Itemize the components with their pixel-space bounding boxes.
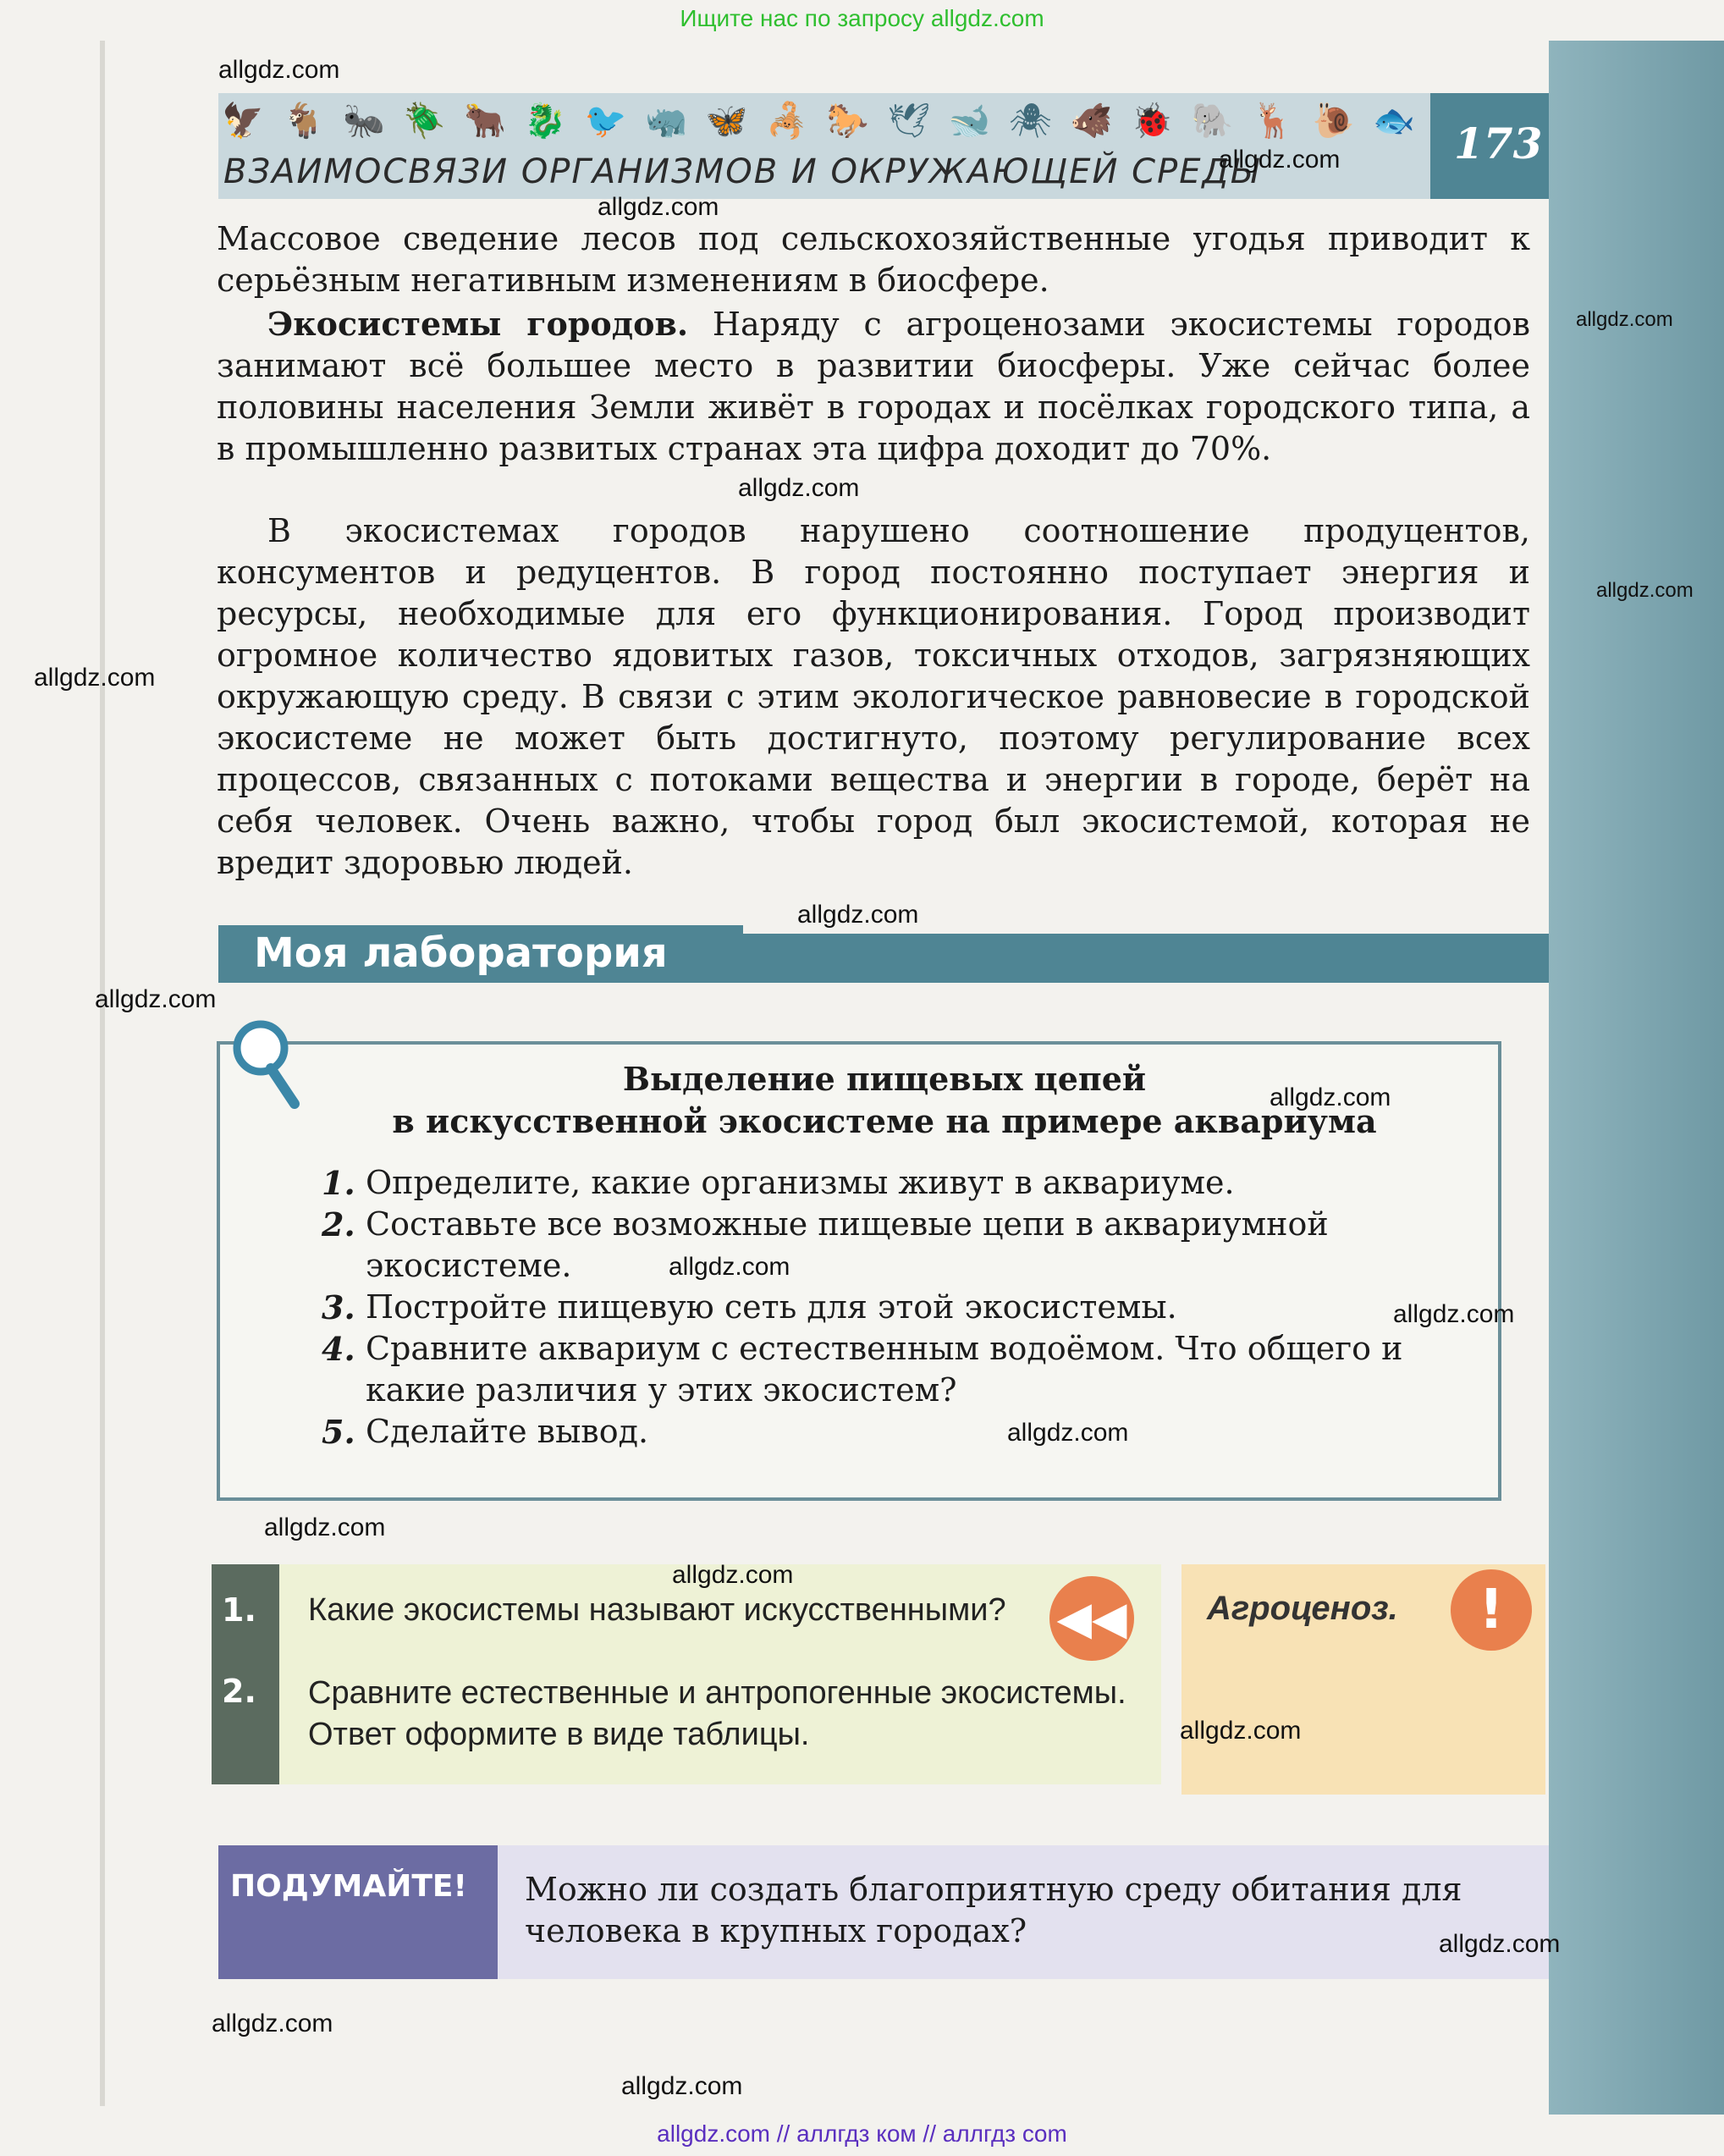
beetle-icon: 🪲 bbox=[403, 101, 446, 141]
question-text: Какие экосистемы называют искусственными? bbox=[308, 1592, 1006, 1628]
list-item bbox=[322, 1328, 1490, 1411]
subheading: Экосистемы городов. bbox=[267, 305, 689, 343]
snail-icon: 🐌 bbox=[1312, 101, 1355, 141]
watermark: allgdz.com bbox=[95, 985, 217, 1013]
paragraph-text: В экосистемах городов нарушено соотношение продуцентов, консументов и редуцентов. В город постоянно поступает энергия и ресурсы, необходимые для его функционирования. Город производит огромное количество ядовитых газов, токсичных отходов, загрязняющих окружающую среду. В связи с этим экологическое равновесие в городской экосистеме не может быть достигнуто, поэтому регулирование всех процессов, связанных с потоками вещества и энергии в городе, берёт на себя человек. Очень важно, чтобы город был экосистемой, которая не вредит здоровью людей. bbox=[217, 512, 1530, 881]
top-site-note: Ищите нас по запросу allgdz.com bbox=[680, 5, 1044, 31]
paragraph-text: Массовое сведение лесов под сельскохозяйственные угодья приводит к серьёзным негативным изменениям в биосфере. bbox=[217, 220, 1530, 299]
step-number: 2. bbox=[322, 1205, 355, 1243]
exclamation-icon: ! bbox=[1451, 1569, 1532, 1651]
horse-icon: 🐎 bbox=[826, 101, 869, 141]
watermark: allgdz.com bbox=[797, 901, 919, 929]
watermark: allgdz.com bbox=[34, 664, 156, 692]
elephant-icon: 🐘 bbox=[1191, 101, 1234, 141]
step-text: Сравните аквариум с естественным водоёмом. Что общего и какие различия у этих экосистем? bbox=[366, 1330, 1403, 1409]
rewind-icon: ◀◀ bbox=[1049, 1576, 1134, 1661]
page-side-margin bbox=[1549, 41, 1724, 2115]
butterfly-icon: 🦋 bbox=[705, 101, 748, 141]
watermark: allgdz.com bbox=[672, 1561, 794, 1589]
boar-icon: 🐗 bbox=[1070, 101, 1113, 141]
think-question: Можно ли создать благоприятную среду обитания для человека в крупных городах? bbox=[525, 1871, 1462, 1949]
watermark: allgdz.com bbox=[264, 1514, 386, 1541]
lab-heading-line-1: Выделение пищевых цепей bbox=[622, 1060, 1147, 1098]
watermark: allgdz.com bbox=[1576, 308, 1673, 331]
deer-icon: 🦌 bbox=[1252, 101, 1294, 141]
bird-icon: 🦅 bbox=[222, 101, 264, 141]
goat-icon: 🐐 bbox=[282, 101, 325, 141]
lab-heading-line-2: в искусственной экосистеме на примере аквариума bbox=[392, 1102, 1377, 1140]
seahorse-icon: 🐉 bbox=[524, 101, 567, 141]
page-edge bbox=[100, 41, 105, 2106]
step-text: Сделайте вывод. bbox=[366, 1413, 649, 1450]
watermark: allgdz.com bbox=[1393, 1300, 1515, 1328]
bird-icon: 🐦 bbox=[584, 101, 627, 141]
step-text: Определите, какие организмы живут в аквариуме. bbox=[366, 1164, 1235, 1201]
watermark: allgdz.com bbox=[1180, 1717, 1302, 1745]
ant-icon: 🐜 bbox=[342, 101, 385, 141]
question-number: 2. bbox=[222, 1673, 256, 1710]
bottom-site-note: allgdz.com // аллгдз ком // аллгдз com bbox=[657, 2120, 1067, 2147]
watermark: allgdz.com bbox=[218, 56, 340, 84]
watermark: allgdz.com bbox=[1439, 1930, 1561, 1958]
step-number: 3. bbox=[322, 1288, 355, 1326]
lab-title: Моя лаборатория bbox=[254, 929, 668, 977]
list-item bbox=[322, 1287, 1490, 1328]
watermark: allgdz.com bbox=[1007, 1419, 1129, 1447]
lab-steps bbox=[322, 1162, 1490, 1453]
think-label: ПОДУМАЙТЕ! bbox=[230, 1869, 467, 1904]
animal-silhouette-strip bbox=[222, 95, 1415, 146]
step-number: 1. bbox=[322, 1164, 355, 1202]
watermark: allgdz.com bbox=[669, 1253, 790, 1281]
watermark: allgdz.com bbox=[1219, 146, 1341, 174]
paragraph-text bbox=[217, 303, 1530, 470]
step-text: Составьте все возможные пищевые цепи в аквариумной экосистеме. bbox=[366, 1205, 1329, 1284]
whale-icon: 🐋 bbox=[948, 101, 991, 141]
watermark: allgdz.com bbox=[621, 2072, 743, 2100]
scorpion-icon: 🦂 bbox=[766, 101, 809, 141]
watermark: allgdz.com bbox=[598, 193, 719, 221]
watermark: allgdz.com bbox=[1270, 1084, 1391, 1111]
rhino-icon: 🦏 bbox=[645, 101, 688, 141]
magnifier-icon bbox=[227, 1016, 303, 1109]
paragraph-rest: Наряду с агроценозами экосистемы городов занимают всё большее место в развитии биосферы. Уже сейчас более половины населения Земли живёт в городах и посёлках городского типа, а в промышленно развитых странах эта цифра доходит до 70%. bbox=[217, 306, 1530, 467]
list-item bbox=[322, 1162, 1490, 1204]
page-number: 173 bbox=[1454, 119, 1543, 168]
list-item bbox=[322, 1204, 1490, 1287]
beetle-icon: 🐞 bbox=[1131, 101, 1174, 141]
think-label-tab bbox=[218, 1845, 498, 1979]
step-number: 5. bbox=[322, 1413, 355, 1451]
watermark: allgdz.com bbox=[738, 474, 860, 502]
question-number: 1. bbox=[222, 1591, 256, 1629]
spider-icon: 🕷 bbox=[1009, 101, 1053, 141]
bull-icon: 🐂 bbox=[463, 101, 506, 141]
watermark: allgdz.com bbox=[1596, 579, 1694, 602]
fish-icon: 🐟 bbox=[1373, 101, 1415, 141]
lab-heading bbox=[355, 1058, 1413, 1143]
key-term: Агроценоз. bbox=[1207, 1590, 1398, 1627]
step-text: Постройте пищевую сеть для этой экосистемы. bbox=[366, 1288, 1177, 1326]
list-item bbox=[322, 1411, 1490, 1453]
body-paragraph-1 bbox=[217, 218, 1530, 301]
question-text: Сравните естественные и антропогенные экосистемы. Ответ оформите в виде таблицы. bbox=[308, 1675, 1126, 1752]
step-number: 4. bbox=[322, 1330, 355, 1368]
watermark: allgdz.com bbox=[212, 2010, 333, 2037]
body-paragraph-2 bbox=[217, 303, 1530, 470]
section-title: ВЗАИМОСВЯЗИ ОРГАНИЗМОВ И ОКРУЖАЮЩЕЙ СРЕДЫ bbox=[223, 152, 1260, 191]
body-paragraph-3 bbox=[217, 510, 1530, 884]
swallow-icon: 🕊 bbox=[887, 101, 931, 141]
